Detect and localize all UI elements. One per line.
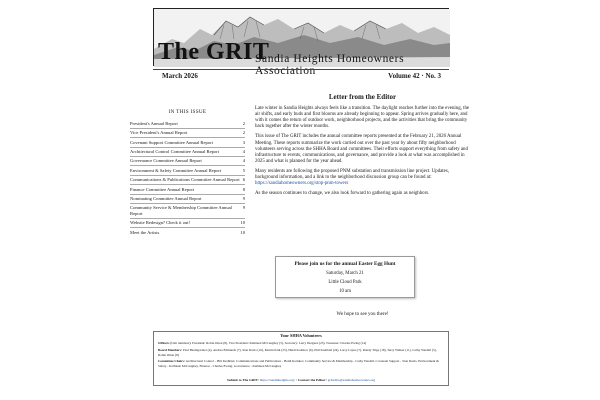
- toc-item-label: Nominating Committee Annual Report: [130, 195, 202, 201]
- toc-item[interactable]: [130, 156, 245, 165]
- letter-paragraph: As the season continues to change, we also look forward to gathering again as neighbors.: [255, 191, 430, 197]
- event-date: Saturday, March 21: [326, 271, 364, 276]
- issue-bar: [153, 69, 449, 80]
- toc-item-page: 9: [242, 205, 245, 211]
- event-headline: Please join us for the annual Easter Egg Hunt: [294, 261, 396, 267]
- letter-paragraph: [255, 134, 470, 164]
- volunteers-heading: Your SHHA Volunteers: [280, 333, 322, 338]
- toc-item[interactable]: [130, 194, 245, 203]
- toc-item-label: Community Service & Membership Committee Annual Report: [130, 205, 232, 216]
- chairs-row: [158, 359, 444, 368]
- toc-item-label: Meet the Artists: [130, 229, 160, 235]
- toc-item[interactable]: [130, 165, 245, 174]
- toc-item-page: 5: [242, 167, 245, 173]
- board-label: Board Members:: [158, 348, 183, 353]
- letter-text: This issue of The GRIT includes the annual committee reports presented at the February 21, 2026 Annual Meeting. These reports summarize the work carried out over the past year by about fifty neighborhood volunteers serving across the SHHA Board and committees. Their efforts support everything from safety and infrastructure to events, communications, and governance, and provide a look at what was accomplished in 2025 and what is planned for the year ahead.: [255, 134, 468, 164]
- letter-paragraph: Late winter in Sandia Heights always feels like a transition. The daylight reaches further into the evening, the air shifts, and early buds and first blooms are already beginning to appear. Spring arrives gradually here, and with it comes the return of outdoor work, neighborhood projects, and the activities that bring the community back together after the winter months.: [255, 106, 470, 130]
- toc-item-label: Communications & Publications Committee Annual Report: [130, 177, 240, 183]
- easter-egg-hunt-box: [275, 256, 415, 298]
- letter-title: Letter from the Editor: [328, 93, 397, 101]
- letter-paragraph: [255, 169, 470, 187]
- officers-label: Officers: [158, 341, 170, 346]
- toc-item-label: Vice President's Annual Report: [130, 130, 188, 136]
- toc-item[interactable]: [130, 147, 245, 156]
- chairs-list: Architectural Control - Phil Krehbiel, Communications and Publications - Heidi Komkov, Community Service & Membership - Cathy Yandell, Covenant Support - Stan Davis, Environment & Safety - Kathleen McCaughey, Finance - Charles Ewing, Governance - Kathleen McCaughey: [158, 359, 439, 368]
- toc-item-label: Environment & Safety Committee Annual Report: [130, 167, 222, 173]
- submit-line: Submit to The GRIT: https://sandiaheights.org/ / Contact the Editor: gritedito@sandiahomeowners.org: [226, 378, 376, 382]
- toc-item[interactable]: [130, 227, 245, 236]
- event-location: Little Cloud Park: [328, 280, 362, 285]
- toc-item[interactable]: [130, 128, 245, 137]
- toc-heading: IN THIS ISSUE: [168, 109, 207, 115]
- editor-letter: [255, 94, 470, 201]
- toc-item-label: Governance Committee Annual Report: [130, 158, 202, 164]
- toc-item[interactable]: [130, 137, 245, 146]
- toc-list: [130, 120, 245, 237]
- toc-item[interactable]: [130, 175, 245, 184]
- closing-line: We hope to see you there!: [336, 312, 389, 317]
- toc-item-page: 2: [242, 120, 245, 126]
- toc-item-label: Covenant Support Committee Annual Report: [130, 139, 213, 145]
- newsletter-title: The GRIT: [158, 39, 270, 65]
- chairs-label: Committee Chairs:: [158, 359, 186, 364]
- toc-item-page: 10: [240, 229, 245, 235]
- toc-item[interactable]: [130, 203, 245, 218]
- event-time: 10 am: [339, 289, 351, 294]
- toc-item-page: 2: [242, 130, 245, 136]
- pnm-link[interactable]: https://sandiahomeowners.org/stop-pnm-towers: [255, 181, 349, 187]
- toc-item-label: President's Annual Report: [130, 120, 178, 126]
- association-name: Sandia Heights Homeowners Association: [255, 53, 405, 77]
- submit-link[interactable]: https://sandiaheights.org/: [259, 378, 295, 382]
- officers-list: (Unit numbers): President: Robin Otten (8), Vice President: Kathleen McCaughey (5), Secretary: Larry Dreguez (23), Treasurer: Charles Ewing (14): [170, 341, 367, 346]
- issue-date: March 2026: [162, 72, 198, 80]
- toc-item-page: 4: [242, 149, 245, 155]
- toc-item-page: 10: [240, 220, 245, 226]
- toc-item[interactable]: [130, 184, 245, 193]
- contact-label: Contact the Editor:: [297, 378, 327, 382]
- board-row: [158, 348, 444, 357]
- toc-item-page: 3: [242, 139, 245, 145]
- issue-volume: Volume 42 · No. 3: [388, 72, 441, 80]
- letter-text: Many residents are following the proposed PNM substation and transmission line project. Updates, background information, and a link to the neighborhood discussion group can be found at:: [255, 168, 449, 181]
- toc-item-label: Website Redesign? Check it out!: [130, 220, 191, 226]
- officers-row: [158, 341, 444, 345]
- toc-item-page: 4: [242, 158, 245, 164]
- toc-item-label: Architectural Control Committee Annual Report: [130, 149, 220, 155]
- board-list: Paul Baumgartner (4), Andrea Edmunds (7), Stan Davis (16), Martin Kirk (25), Heidi Komkov (6), Phil Krehbiel (24), Larry Layne (7), Randy Tripp (18), Terry Walker (11), Cathy Yandell (5), Robin Otten (8): [158, 348, 437, 357]
- editor-email-link[interactable]: gritedito@sandiahomeowners.org: [327, 378, 376, 382]
- toc-item[interactable]: [130, 218, 245, 227]
- toc-item-label: Finance Committee Annual Report: [130, 186, 195, 192]
- toc-sidebar: [130, 110, 245, 237]
- toc-item[interactable]: [130, 120, 245, 128]
- toc-item-page: 9: [242, 195, 245, 201]
- submit-label: Submit to The GRIT:: [226, 378, 259, 382]
- toc-item-page: 6: [242, 177, 245, 183]
- toc-item-page: 8: [242, 186, 245, 192]
